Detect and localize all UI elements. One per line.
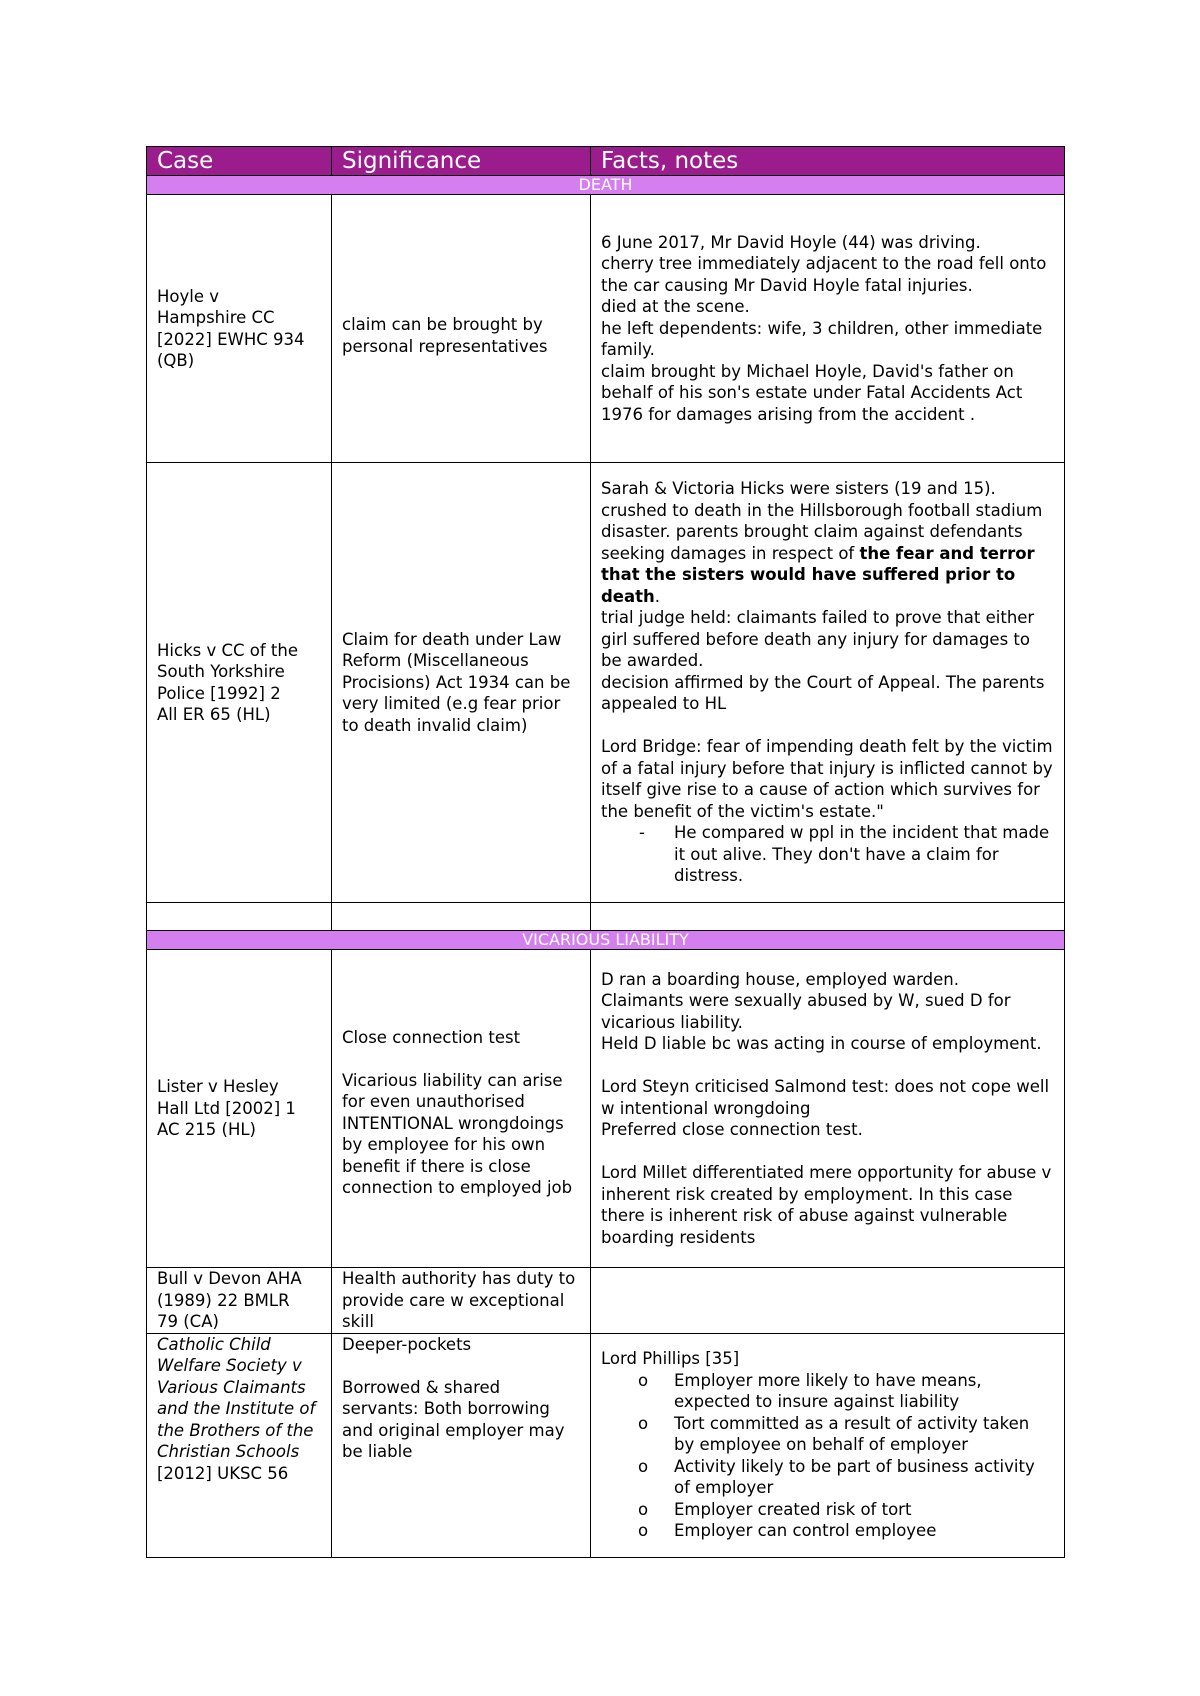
case-line: Bull v Devon AHA [157, 1269, 302, 1288]
fact-text: Sarah & Victoria Hicks were sisters (19 and 15). crushed to death in the Hillsborough football stadium disaster. parents brought claim against defendants seeking damages in respect of [601, 479, 1043, 563]
significance-text: Borrowed & shared servants: Both borrowing and original employer may be liable [342, 1377, 565, 1461]
case-line: South Yorkshire [157, 662, 285, 681]
bullet-list [601, 1370, 1054, 1542]
case-line: (QB) [157, 351, 195, 370]
case-notes-table [146, 146, 1065, 1558]
list-item: o Employer created risk of tort [674, 1499, 1054, 1521]
section-row-vicarious [147, 931, 1065, 950]
facts-cell [591, 1268, 1065, 1334]
empty-cell [591, 903, 1065, 931]
case-line: Hall Ltd [2002] 1 [157, 1098, 296, 1118]
list-item: o Activity likely to be part of business activity of employer [674, 1456, 1054, 1499]
significance-line: personal representatives [342, 336, 548, 356]
case-line: [2022] EWHC 934 [157, 329, 305, 349]
fact-heading: Lord Phillips [35] [601, 1349, 740, 1369]
significance-heading: Close connection test [342, 1027, 521, 1047]
empty-row [147, 903, 1065, 931]
significance-text: Vicarious liability can arise for even unauthorised INTENTIONAL wrongdoings by employee for his own benefit if there is close connection to employed job [342, 1070, 573, 1197]
case-name-italic: Catholic Child Welfare Society v Various Claimants and the Institute of the Brothers of the Christian Schools [157, 1334, 316, 1461]
empty-cell [147, 903, 332, 931]
fact-line: 6 June 2017, Mr David Hoyle (44) was driving. [601, 232, 981, 252]
table-row [147, 1333, 1065, 1557]
fact-line: claim brought by Michael Hoyle, David's father on behalf of his son's estate under Fatal Accidents Act 1976 for damages arising from the accident . [601, 361, 1023, 424]
case-cell [147, 1333, 332, 1557]
case-line: 79 (CA) [157, 1312, 219, 1331]
fact-line: D ran a boarding house, employed warden. [601, 969, 959, 989]
significance-line: claim can be brought by [342, 315, 543, 334]
table-header-row [147, 147, 1065, 176]
case-cell [147, 463, 332, 903]
case-line: Lister v Hesley [157, 1077, 279, 1097]
section-row-death [147, 176, 1065, 195]
fact-paragraph [601, 478, 1054, 607]
table-row [147, 950, 1065, 1268]
list-item: o Employer can control employee [674, 1520, 1054, 1542]
facts-cell [591, 1333, 1065, 1557]
significance-text: Claim for death under Law Reform (Miscellaneous Procisions) Act 1934 can be very limited (e.g fear prior to death invalid claim) [342, 629, 571, 735]
fact-line: cherry tree immediately adjacent to the road fell onto the car causing Mr David Hoyle fatal injuries. [601, 254, 1047, 295]
significance-cell [332, 195, 591, 463]
significance-text: Health authority has duty to provide care w exceptional skill [342, 1269, 576, 1331]
case-text [157, 1334, 321, 1485]
case-cell [147, 950, 332, 1268]
header-significance: Significance [332, 147, 591, 176]
fact-line: he left dependents: wife, 3 children, other immediate family. [601, 318, 1043, 360]
fact-line: Preferred close connection test. [601, 1120, 863, 1140]
fact-line: Held D liable bc was acting in course of employment. [601, 1034, 1042, 1054]
table-row [147, 1268, 1065, 1334]
case-cell [147, 1268, 332, 1334]
significance-cell [332, 463, 591, 903]
section-title-death: DEATH [147, 176, 1065, 195]
case-cell [147, 195, 332, 463]
header-case: Case [147, 147, 332, 176]
facts-cell [591, 463, 1065, 903]
empty-cell [332, 903, 591, 931]
significance-cell [332, 1268, 591, 1334]
lord-bridge-quote: Lord Bridge: fear of impending death felt by the victim of a fatal injury before that injury is inflicted cannot by itself give rise to a cause of action which survives for the benefit of the victim's estate." [601, 737, 1053, 821]
list-item: o Employer more likely to have means, expected to insure against liability [674, 1370, 1054, 1413]
case-line: Hampshire CC [157, 308, 275, 327]
table-row [147, 195, 1065, 463]
significance-heading: Deeper-pockets [342, 1334, 472, 1354]
case-line: Hoyle v [157, 286, 220, 306]
case-line: All ER 65 (HL) [157, 705, 271, 724]
header-facts: Facts, notes [591, 147, 1065, 176]
list-item: - He compared w ppl in the incident that made it out alive. They don't have a claim for distress. [674, 822, 1054, 887]
dash-list [601, 822, 1054, 887]
fact-bold-text: the fear and terror that the sisters would have suffered prior to death [601, 543, 1035, 606]
case-line: Police [1992] 2 [157, 683, 281, 703]
significance-cell [332, 950, 591, 1268]
section-title-vicarious: VICARIOUS LIABILITY [147, 931, 1065, 950]
case-citation: [2012] UKSC 56 [157, 1463, 289, 1483]
case-line: (1989) 22 BMLR [157, 1290, 290, 1310]
facts-cell [591, 195, 1065, 463]
fact-line: Claimants were sexually abused by W, sued D for vicarious liability. [601, 991, 1011, 1032]
fact-line: Lord Millet differentiated mere opportunity for abuse v inherent risk created by employment. In this case there is inherent risk of abuse against vulnerable boarding residents [601, 1163, 1052, 1247]
list-item: o Tort committed as a result of activity taken by employee on behalf of employer [674, 1413, 1054, 1456]
significance-cell [332, 1333, 591, 1557]
case-line: AC 215 (HL) [157, 1120, 256, 1140]
fact-text: . [654, 586, 661, 606]
fact-line: decision affirmed by the Court of Appeal. The parents appealed to HL [601, 672, 1045, 714]
fact-line: trial judge held: claimants failed to prove that either girl suffered before death any injury for damages to be awarded. [601, 608, 1035, 671]
case-line: Hicks v CC of the [157, 640, 298, 660]
table-row [147, 463, 1065, 903]
facts-cell [591, 950, 1065, 1268]
fact-line: Lord Steyn criticised Salmond test: does not cope well w intentional wrongdoing [601, 1077, 1050, 1118]
fact-line: died at the scene. [601, 297, 750, 317]
